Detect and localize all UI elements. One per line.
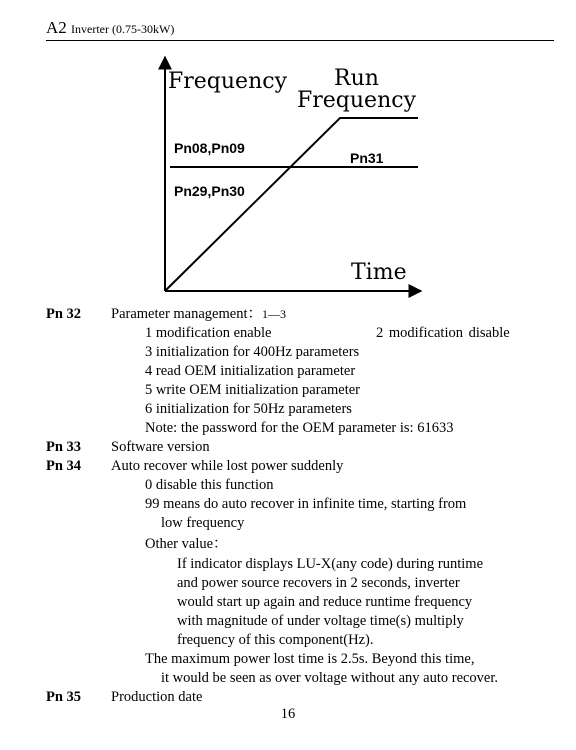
pn33-id: Pn 33	[46, 439, 82, 455]
pn34-option-99-line1: 99 means do auto recover in infinite time, starting from	[145, 496, 467, 512]
pn34-desc-line5: frequency of this component(Hz).	[177, 632, 374, 648]
pn34-id: Pn 34	[46, 458, 82, 474]
pn32-option-5: 5 write OEM initialization parameter	[145, 382, 361, 398]
pn34-max-line2: it would be seen as over voltage without any auto recover.	[161, 670, 499, 686]
page-number: 16	[280, 706, 296, 722]
label-pn29-pn30: Pn29,Pn30	[174, 183, 245, 199]
header-title: A2	[46, 18, 67, 37]
pn32-range: 1—3	[261, 307, 286, 321]
pn34-other-value: Other value：	[145, 536, 228, 552]
pn34-desc-line1: If indicator displays LU-X(any code) during runtime	[177, 556, 484, 572]
pn35-title: Production date	[111, 689, 203, 705]
pn32-title: Parameter management：	[111, 306, 262, 322]
pn34-desc-line2: and power source recovers in 2 seconds, inverter	[177, 575, 460, 591]
label-pn08-pn09: Pn08,Pn09	[174, 140, 245, 156]
run-label-line2: Frequency	[297, 88, 416, 113]
pn32-option-1: 1 modification enable	[145, 325, 272, 341]
pn34-option-0: 0 disable this function	[145, 477, 274, 493]
pn34-desc-line3: would start up again and reduce runtime frequency	[177, 594, 473, 610]
pn34-option-99-line2: low frequency	[161, 515, 245, 531]
x-axis-label: Time	[351, 260, 407, 285]
run-label-line1: Run	[334, 66, 379, 91]
pn32-option-2: 2 modification disable	[376, 325, 510, 341]
pn34-max-line1: The maximum power lost time is 2.5s. Beyond this time,	[145, 651, 475, 667]
label-pn31: Pn31	[350, 150, 384, 166]
pn32-title-line	[111, 305, 286, 323]
pn32-option-6: 6 initialization for 50Hz parameters	[145, 401, 352, 417]
pn34-title: Auto recover while lost power suddenly	[111, 458, 344, 474]
pn34-desc-line4: with magnitude of under voltage time(s) multiply	[177, 613, 464, 629]
pn32-option-4: 4 read OEM initialization parameter	[145, 363, 356, 379]
pn33-title: Software version	[111, 439, 210, 455]
pn32-note: Note: the password for the OEM parameter is: 61633	[145, 420, 454, 436]
pn32-option-3: 3 initialization for 400Hz parameters	[145, 344, 360, 360]
header-subtitle: Inverter (0.75-30kW)	[71, 22, 175, 36]
y-axis-label: Frequency	[168, 69, 287, 94]
pn35-id: Pn 35	[46, 689, 82, 705]
pn32-id: Pn 32	[46, 306, 82, 322]
